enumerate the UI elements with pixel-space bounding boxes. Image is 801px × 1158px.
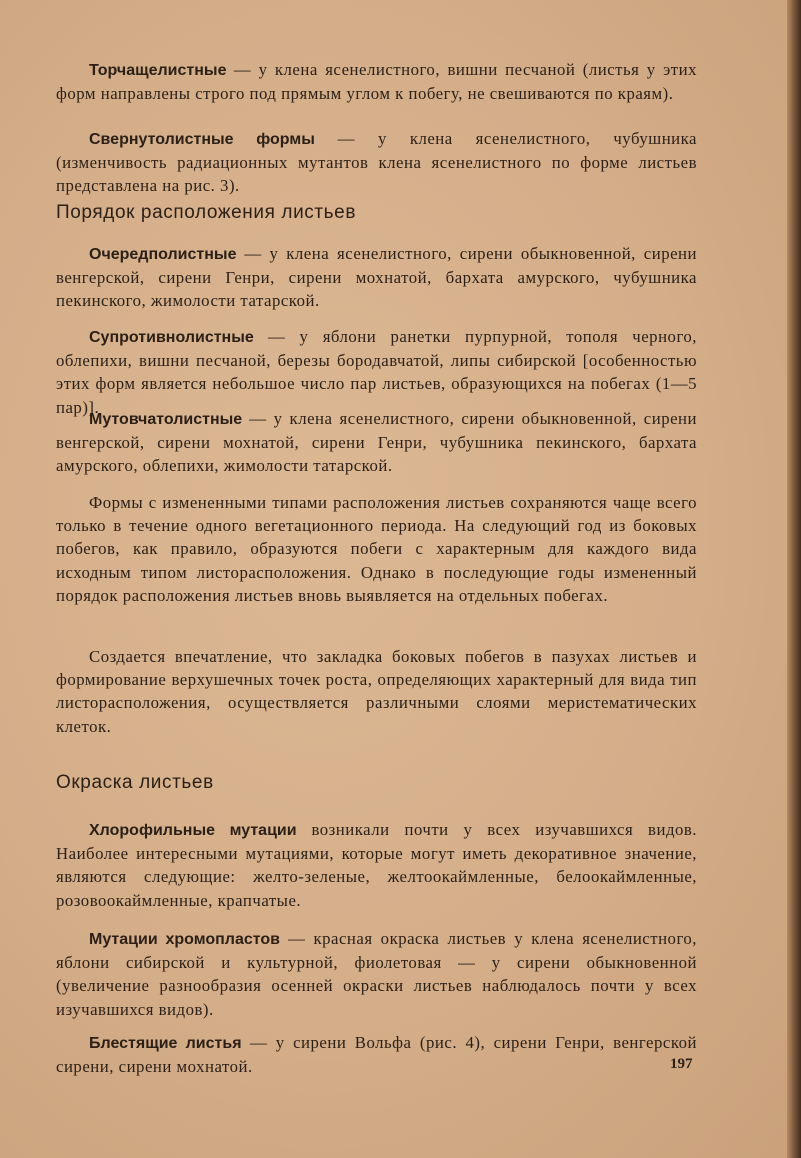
term-svernuto: Свернутолистные формы <box>89 131 315 148</box>
term-alternate: Очередполистные <box>89 246 237 263</box>
term-chlorophyll: Хлорофильные мутации <box>89 822 297 839</box>
term-chromoplast: Мутации хромопластов <box>89 931 281 948</box>
term-opposite: Супротивнолистные <box>89 329 254 346</box>
section-heading-leaf-color: Окраска листьев <box>56 772 214 793</box>
paragraph-shiny <box>56 1031 697 1078</box>
paragraph-changed-forms: Формы с измененными типами расположения листьев сохраняются чаще всего только в течение одного вегетационного периода. На следующий год из боковых побегов, как правило, образуются побеги с характерным для каждого вида исходным типом листорасположения. Однако в последующие годы измененный порядок расположения листьев вновь выявляется на отдельных побегах. <box>56 493 697 605</box>
paragraph-torchasch <box>56 58 697 105</box>
section-heading-leaf-arrangement: Порядок расположения листьев <box>56 202 357 223</box>
paragraph-chlorophyll <box>56 818 697 912</box>
paragraph-chromoplast <box>56 927 697 1021</box>
page-number: 197 <box>670 1056 693 1072</box>
text-whorled: — у клена ясенелистного, сирени обыкновенной, сирени венгерской, сирени мохнатой, сирени Генри, чубушника пекинского, бархата амурского, облепихи, жимолости татарской. <box>56 409 697 476</box>
text-shiny: — у сирени Вольфа (рис. 4), сирени Генри, венгерской сирени, сирени мохнатой. <box>56 1033 698 1077</box>
paragraph-whorled <box>56 407 697 478</box>
term-shiny: Блестящие листья <box>89 1035 242 1052</box>
term-torchasch: Торчащелистные <box>89 62 227 79</box>
paragraph-alternate <box>56 242 697 313</box>
paragraph-impression: Создается впечатление, что закладка боковых побегов в пазухах листьев и формирование верхушечных точек роста, определяющих характерный для вида тип листорасположения, осуществляется различными слоями меристематических клеток. <box>56 647 697 736</box>
term-whorled: Мутовчатолистные <box>89 411 243 428</box>
text-chromoplast: — красная окраска листьев у клена ясенелистного, яблони сибирской и культурной, фиолетовая — у сирени обыкновенной (увеличение разнообразия осенней окраски листьев наблюдалось почти у всех изучавшихся видов). <box>56 929 697 1019</box>
text-alternate: — у клена ясенелистного, сирени обыкновенной, сирени венгерской, сирени Генри, сирени мохнатой, бархата амурского, чубушника пекинского, жимолости татарской. <box>56 244 697 311</box>
text-chlorophyll: возникали почти у всех изучавшихся видов. Наиболее интересными мутациями, которые могут иметь декоративное значение, являются следующие: желто-зеленые, желтоокаймленные, белоокаймленные, розовоокаймленные, крапчатые. <box>56 820 697 910</box>
text-torchasch: — у клена ясенелистного, вишни песчаной (листья у этих форм направлены строго под прямым углом к побегу, не свешиваются по краям). <box>56 60 697 104</box>
paragraph-opposite <box>56 325 697 419</box>
text-svernuto: — у клена ясенелистного, чубушника (изменчивость радиационных мутантов клена ясенелистного по форме листьев представлена на рис. 3). <box>56 129 697 196</box>
page-edge-shadow <box>787 0 801 1158</box>
paragraph-svernuto <box>56 127 697 198</box>
text-opposite: — у яблони ранетки пурпурной, тополя черного, облепихи, вишни песчаной, березы бородавчатой, липы сибирской [особенностью этих форм является небольшое число пар листьев, образующихся на побегах (1—5 пар)]. <box>56 327 697 417</box>
